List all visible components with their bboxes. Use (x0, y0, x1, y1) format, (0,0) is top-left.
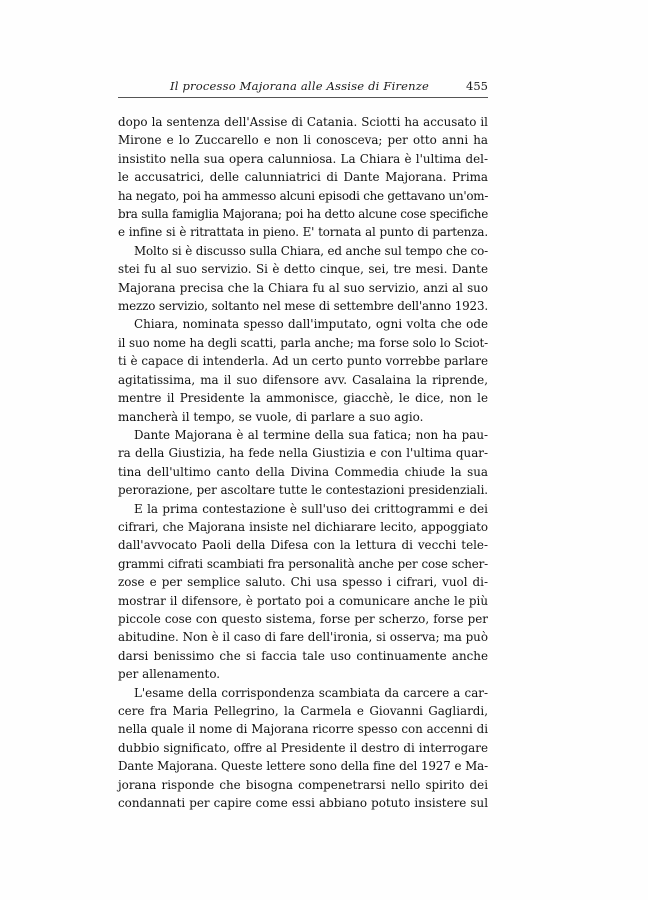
text-line: nella quale il nome di Majorana ricorre spesso con accenni di (118, 722, 488, 737)
text-line: Molto si è discusso sulla Chiara, ed anche sul tempo che co- (134, 243, 488, 258)
text-line: Dante Majorana è al termine della sua fatica; non ha pau- (134, 427, 488, 442)
text-line: grammi cifrati scambiati fra personalità anche per cose scher- (118, 556, 488, 571)
text-line: piccole cose con questo sistema, forse per scherzo, forse per (118, 611, 488, 626)
text-line: Mirone e lo Zuccarello e non li conosceva; per otto anni ha (118, 133, 488, 148)
text-line: dall'avvocato Paoli della Difesa con la lettura di vecchi tele- (118, 538, 488, 553)
text-line: cere fra Maria Pellegrino, la Carmela e Giovanni Gagliardi, (118, 704, 488, 718)
text-line: insistito nella sua opera calunniosa. La Chiara è l'ultima del- (118, 151, 488, 166)
text-line: E la prima contestazione è sull'uso dei crittogrammi e dei (134, 501, 488, 516)
header-rule (118, 97, 488, 98)
text-line: L'esame della corrispondenza scambiata da carcere a car- (134, 685, 488, 700)
text-line: bra sulla famiglia Majorana; poi ha detto alcune cose specifiche (118, 207, 488, 222)
paragraph (118, 426, 488, 500)
text-line: ra della Giustizia, ha fede nella Giustizia e con l'ultima quar- (118, 446, 488, 461)
running-title: Il processo Majorana alle Assise di Firenze (170, 79, 430, 93)
text-line: Dante Majorana. Queste lettere sono della fine del 1927 e Ma- (118, 759, 488, 774)
text-line: perorazione, per ascoltare tutte le contestazioni presidenziali. (118, 483, 488, 498)
text-line: mezzo servizio, soltanto nel mese di settembre dell'anno 1923. (118, 299, 488, 314)
text-line: ha negato, poi ha ammesso alcuni episodi che gettavano un'om- (118, 188, 489, 203)
paragraph (118, 242, 488, 316)
paragraph (118, 500, 488, 684)
text-line: ti è capace di intenderla. Ad un certo punto vorrebbe parlare (118, 354, 488, 369)
paragraph (118, 684, 488, 813)
paragraph (118, 315, 488, 425)
text-line: mostrar il difensore, è portato poi a comunicare anche le più (118, 593, 488, 608)
text-line: darsi benissimo che si faccia tale uso continuamente anche (118, 648, 488, 663)
paragraph (118, 113, 488, 242)
running-header (118, 77, 488, 97)
text-line: Chiara, nominata spesso dall'imputato, ogni volta che ode (134, 317, 488, 332)
page-number: 455 (466, 79, 488, 93)
text-line: stei fu al suo servizio. Si è detto cinque, sei, tre mesi. Dante (118, 262, 488, 277)
text-line: abitudine. Non è il caso di fare dell'ironia, si osserva; ma può (118, 630, 488, 645)
text-line: Majorana precisa che la Chiara fu al suo servizio, anzi al suo (118, 280, 488, 295)
text-line: jorana risponde che bisogna compenetrarsi nello spirito dei (118, 777, 488, 792)
text-line: e infine si è ritrattata in pieno. E' tornata al punto di partenza. (118, 225, 488, 240)
text-line: dopo la sentenza dell'Assise di Catania. Sciotti ha accusato il (118, 115, 488, 129)
text-line: il suo nome ha degli scatti, parla anche; ma forse solo lo Sciot- (118, 335, 488, 350)
text-line: le accusatrici, delle calunniatrici di Dante Majorana. Prima (118, 170, 488, 185)
text-line: zose e per semplice saluto. Chi usa spesso i cifrari, vuol di- (118, 575, 488, 590)
text-line: per allenamento. (118, 667, 221, 682)
body-text (118, 113, 488, 812)
text-line: mancherà il tempo, se vuole, di parlare a suo agio. (118, 409, 424, 424)
text-line: dubbio significato, offre al Presidente il destro di interrogare (118, 740, 488, 755)
text-line: mentre il Presidente la ammonisce, giacchè, le dice, non le (118, 391, 488, 406)
text-line: cifrari, che Majorana insiste nel dichiarare lecito, appoggiato (118, 519, 488, 534)
text-line: agitatissima, ma il suo difensore avv. Casalaina la riprende, (118, 372, 488, 387)
text-line: tina dell'ultimo canto della Divina Commedia chiude la sua (118, 464, 488, 479)
text-line: condannati per capire come essi abbiano potuto insistere sul (118, 796, 488, 811)
